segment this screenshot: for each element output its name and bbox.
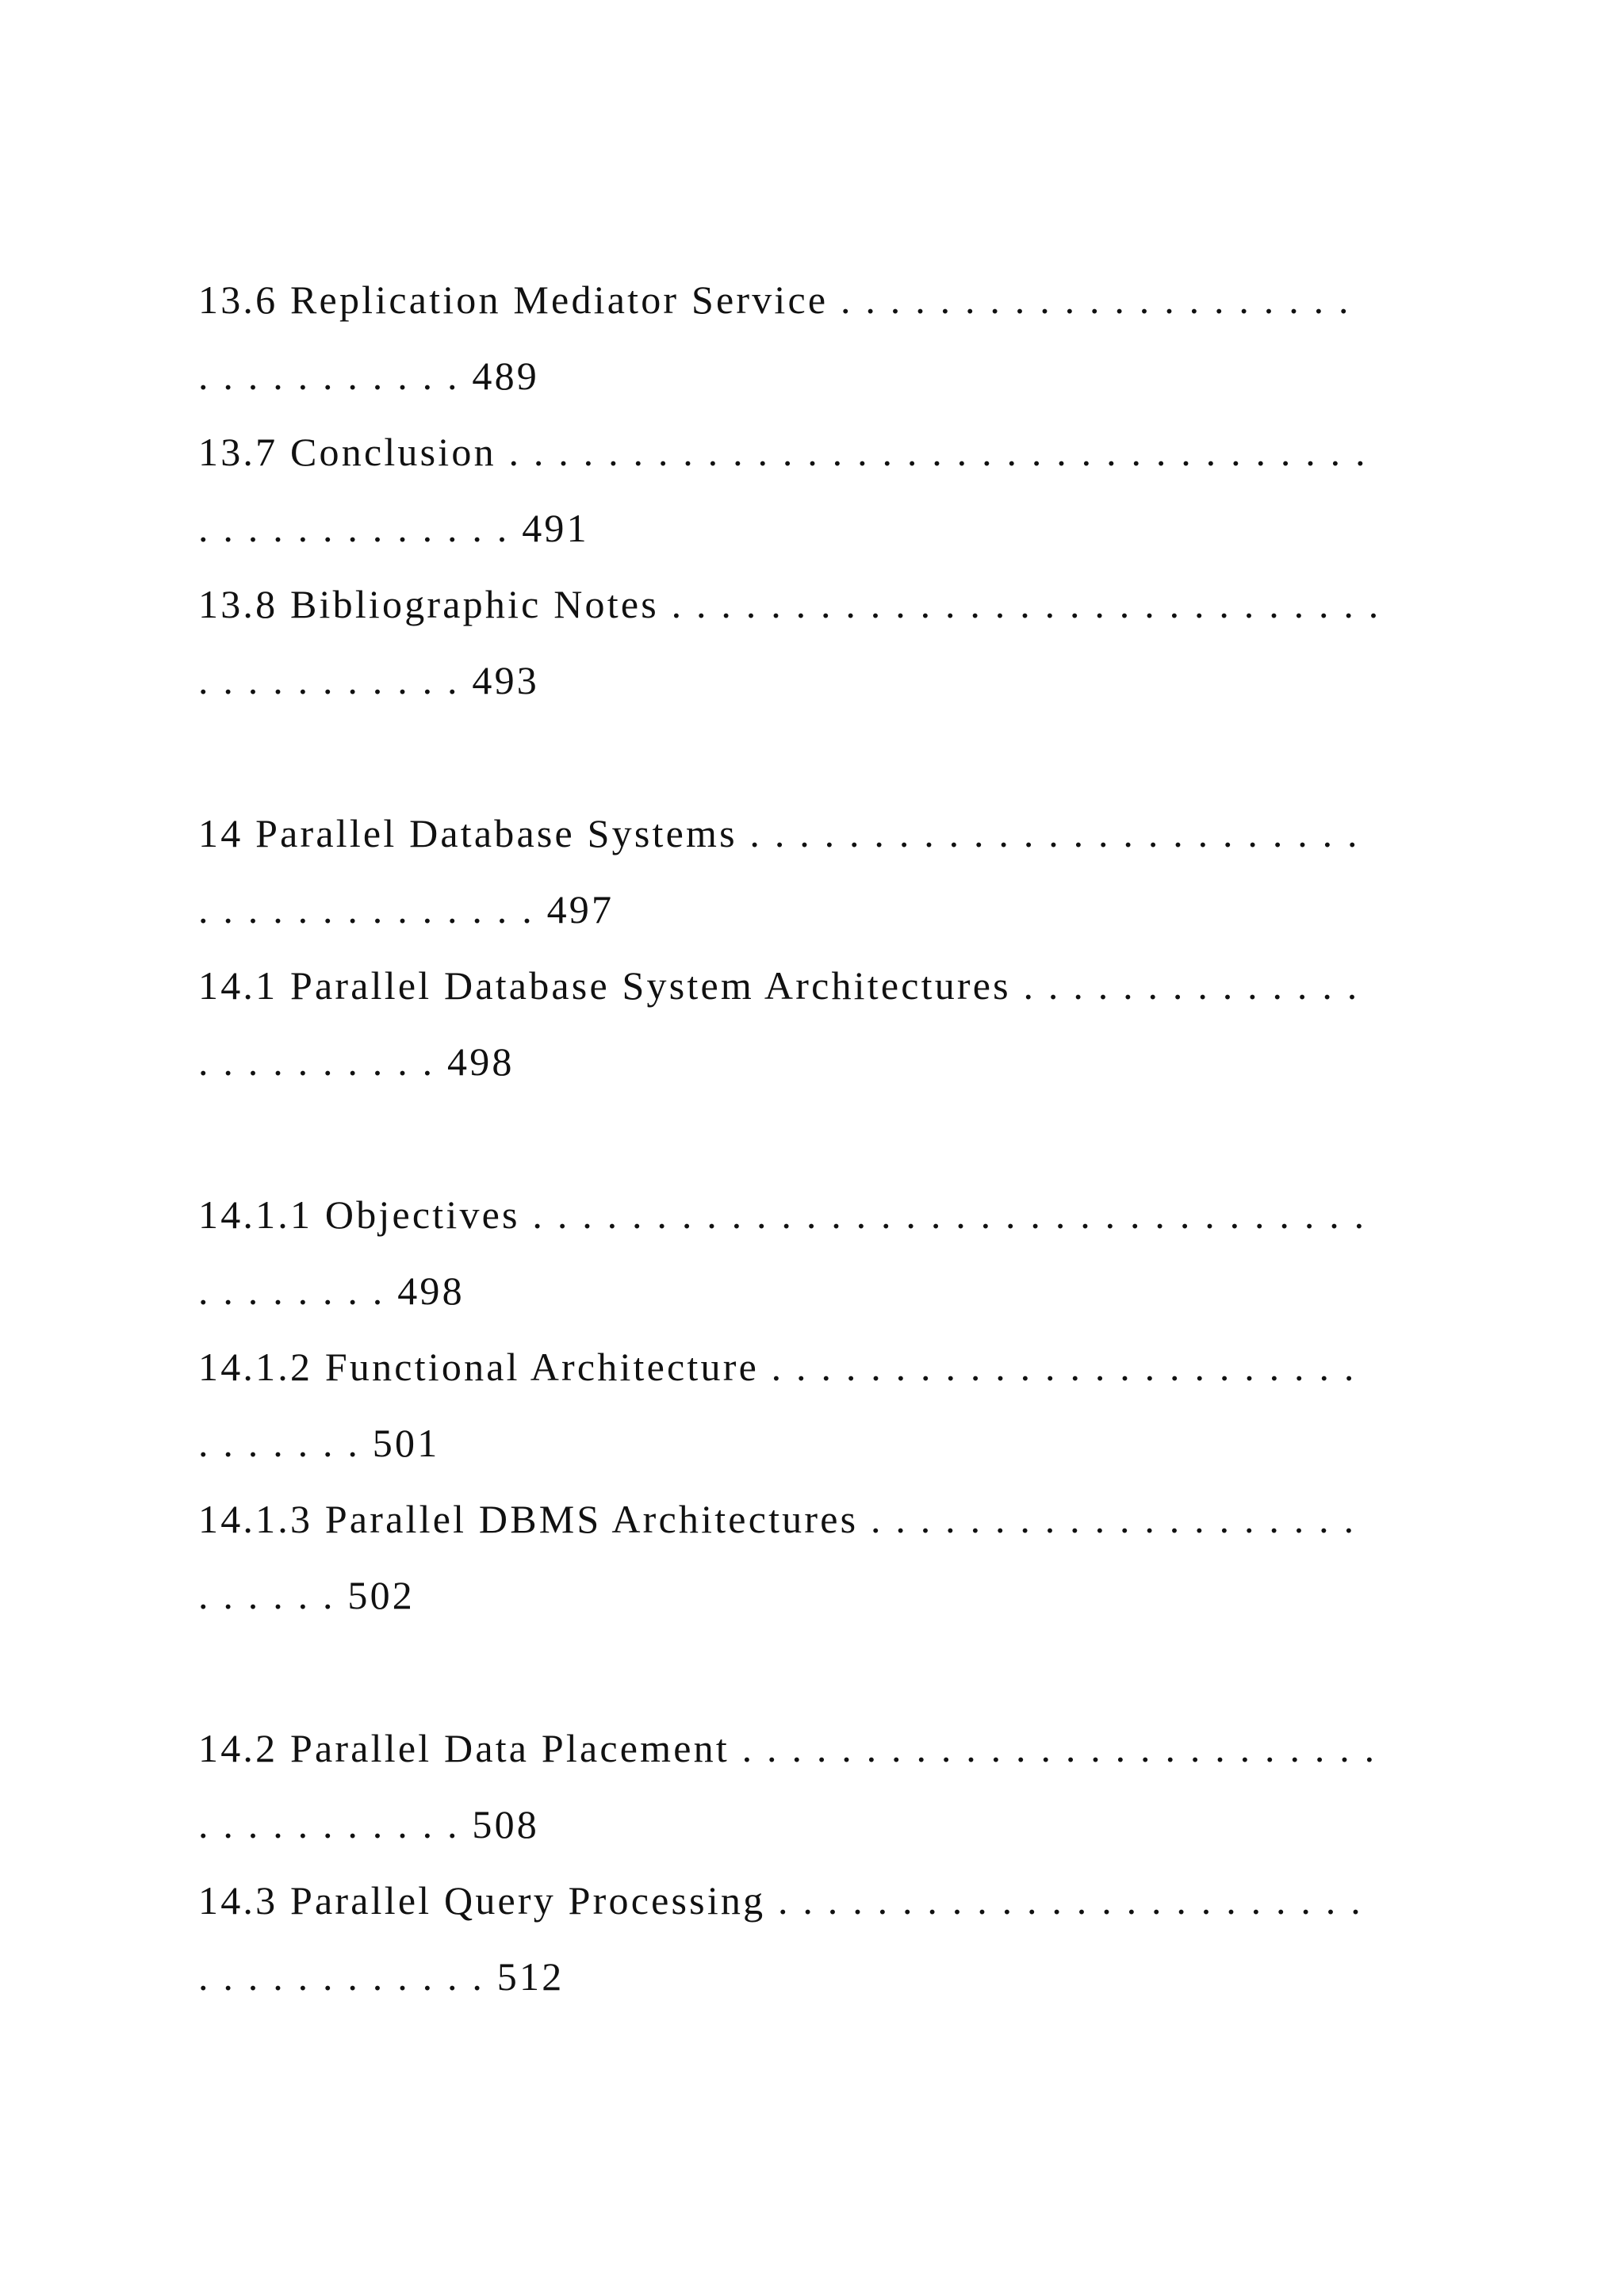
toc-entry-14-1-3-page: . . . . . . 502 bbox=[198, 1573, 415, 1617]
toc-entry-14-page: . . . . . . . . . . . . . . 497 bbox=[198, 887, 615, 932]
toc-entry-14-title: 14 Parallel Database Systems . . . . . . . . . . . . . . . . . . . . . . . . . bbox=[198, 811, 1360, 855]
toc-entry-14-3-title: 14.3 Parallel Query Processing . . . . . . . . . . . . . . . . . . . . . . . . bbox=[198, 1878, 1363, 1923]
toc-entry-14-2-page: . . . . . . . . . . . 508 bbox=[198, 1802, 539, 1846]
toc-entry-14-1-1-page: . . . . . . . . 498 bbox=[198, 1269, 465, 1313]
toc-entry-13-8-title: 13.8 Bibliographic Notes . . . . . . . . . . . . . . . . . . . . . . . . . . . . . bbox=[198, 582, 1381, 626]
toc-entry-14-1-3-title: 14.1.3 Parallel DBMS Architectures . . . . . . . . . . . . . . . . . . . . bbox=[198, 1497, 1357, 1541]
toc-entry-13-6-page: . . . . . . . . . . . 489 bbox=[198, 354, 539, 398]
toc-entry-14-1-2-page: . . . . . . . 501 bbox=[198, 1421, 440, 1465]
toc-entry-13-7-page: . . . . . . . . . . . . . 491 bbox=[198, 506, 589, 550]
toc-entry-14-1-1-title: 14.1.1 Objectives . . . . . . . . . . . . . . . . . . . . . . . . . . . . . . . . . . bbox=[198, 1192, 1367, 1237]
toc-entry-14-1-title: 14.1 Parallel Database System Architectures . . . . . . . . . . . . . . bbox=[198, 963, 1360, 1008]
toc-entry-14-2-title: 14.2 Parallel Data Placement . . . . . . . . . . . . . . . . . . . . . . . . . . bbox=[198, 1726, 1377, 1770]
toc-entry-13-7-title: 13.7 Conclusion . . . . . . . . . . . . . . . . . . . . . . . . . . . . . . . . . . . bbox=[198, 430, 1368, 474]
toc-entry-14-3-page: . . . . . . . . . . . . 512 bbox=[198, 1954, 565, 1999]
toc-entry-13-6-title: 13.6 Replication Mediator Service . . . . . . . . . . . . . . . . . . . . . bbox=[198, 277, 1351, 322]
toc-entry-14-1-page: . . . . . . . . . . 498 bbox=[198, 1039, 515, 1084]
toc-entry-14-1-2-title: 14.1.2 Functional Architecture . . . . . . . . . . . . . . . . . . . . . . . . bbox=[198, 1345, 1357, 1389]
toc-entry-13-8-page: . . . . . . . . . . . 493 bbox=[198, 658, 539, 702]
